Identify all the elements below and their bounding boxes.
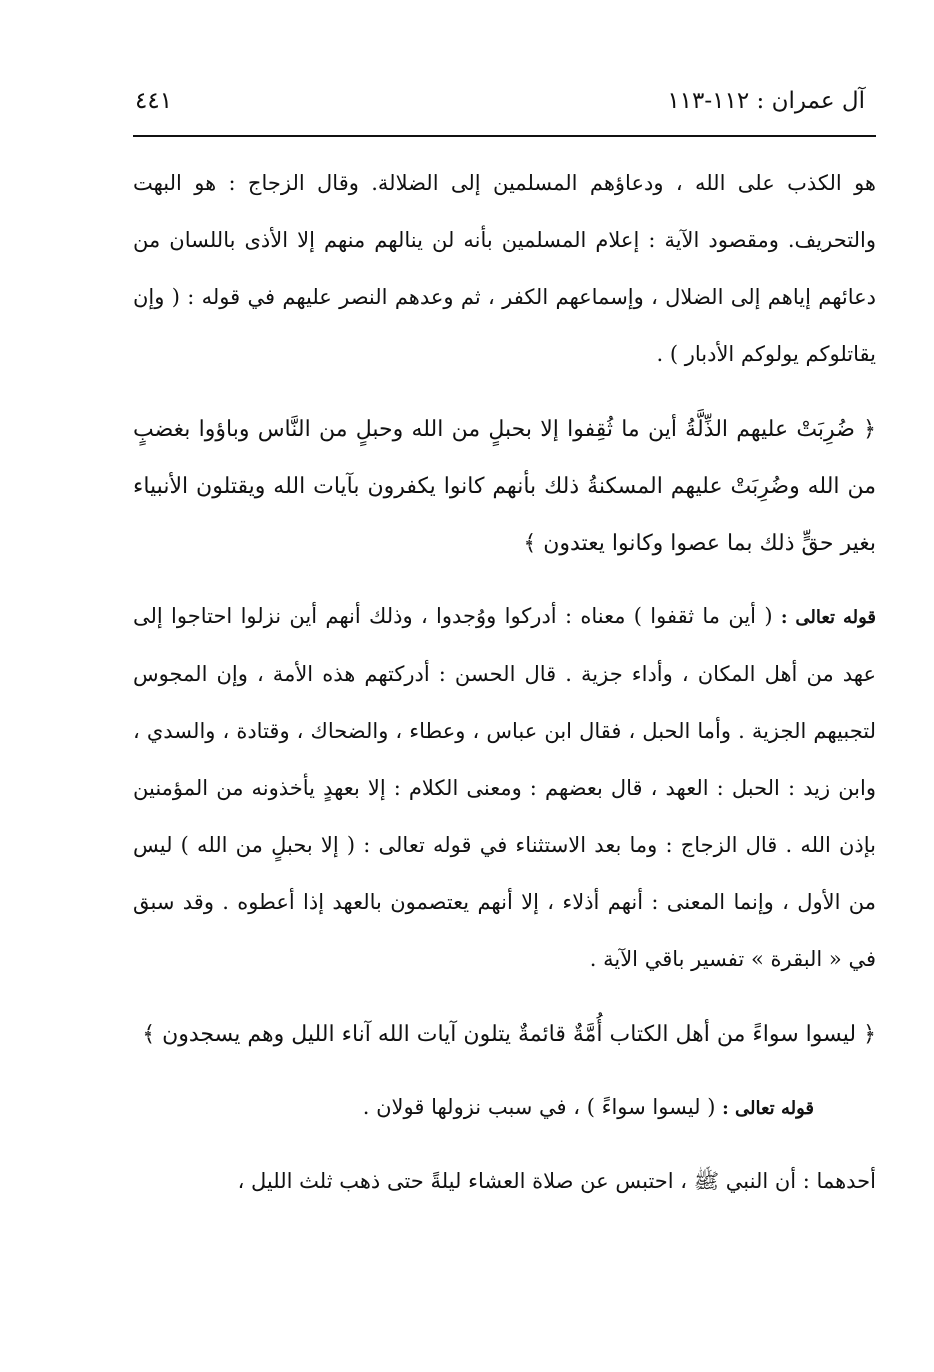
- lead-phrase: قوله تعالى :: [780, 607, 876, 628]
- commentary-paragraph: هو الكذب على الله ، ودعاؤهم المسلمين إلى الضلالة. وقال الزجاج : هو البهت والتحريف. ومقصود الآية : إعلام المسلمين بأنه لن ينالهم منهم إلا الأذى باللسان من دعائهم إياهم إلى الضلال ، وإسماعهم الكفر ، ثم وعدهم النصر عليهم في قوله : ( وإن يقاتلوكم يولوكم الأدبار ) .: [133, 171, 876, 366]
- running-title: آل عمران : ١١٢-١١٣: [667, 88, 865, 114]
- commentary-text: ( أين ما ثقفوا ) معناه : أدركوا ووُجدوا ، وذلك أنهم أين نزلوا احتاجوا إلى عهد من أهل المكان ، وأداء جزية . قال الحسن : أدركتهم هذه الأمة ، وإن المجوس لتجبيهم الجزية . وأما الحبل ، فقال ابن عباس ، وعطاء ، والضحاك ، وقتادة ، والسدي ، وابن زيد : الحبل : العهد ، قال بعضهم : ومعنى الكلام : إلا بعهدٍ يأخذونه من المؤمنين بإذن الله . قال الزجاج : وما بعد الاستثناء في قوله تعالى : ( إلا بحبلٍ من الله ) ليس من الأول ، وإنما المعنى : أنهم أذلاء ، إلا أنهم يعتصمون بالعهد إذا أعطوه . وقد سبق في « البقرة » تفسير باقي الآية .: [133, 604, 876, 971]
- page-number: ٤٤١: [135, 88, 173, 114]
- commentary-paragraph: [133, 1079, 876, 1137]
- running-header: [135, 82, 865, 122]
- header-rule: [133, 135, 876, 137]
- commentary-text: ( ليسوا سواءً ) ، في سبب نزولها قولان .: [362, 1095, 723, 1119]
- commentary-paragraph: أحدهما : أن النبي ﷺ ، احتبس عن صلاة العشاء ليلةً حتى ذهب ثلث الليل ،: [237, 1169, 876, 1193]
- quran-verse: ﴿ ضُرِبَتْ عليهم الذِّلَّةُ أين ما ثُقِفوا إلا بحبلٍ من الله وحبلٍ من النَّاس وباؤوا بغضبٍ من الله وضُرِبَتْ عليهم المسكنةُ ذلك بأنهم كانوا يكفرون بآيات الله ويقتلون الأنبياء بغير حقٍّ ذلك بما عصوا وكانوا يعتدون ﴾: [133, 417, 876, 556]
- commentary-paragraph: [133, 588, 876, 988]
- lead-phrase: قوله تعالى :: [722, 1098, 814, 1119]
- page-body: [133, 155, 876, 1210]
- quran-verse: ﴿ ليسوا سواءً من أهل الكتاب أُمَّةٌ قائمةٌ يتلون آيات الله آناء الليل وهم يسجدون ﴾: [142, 1022, 876, 1047]
